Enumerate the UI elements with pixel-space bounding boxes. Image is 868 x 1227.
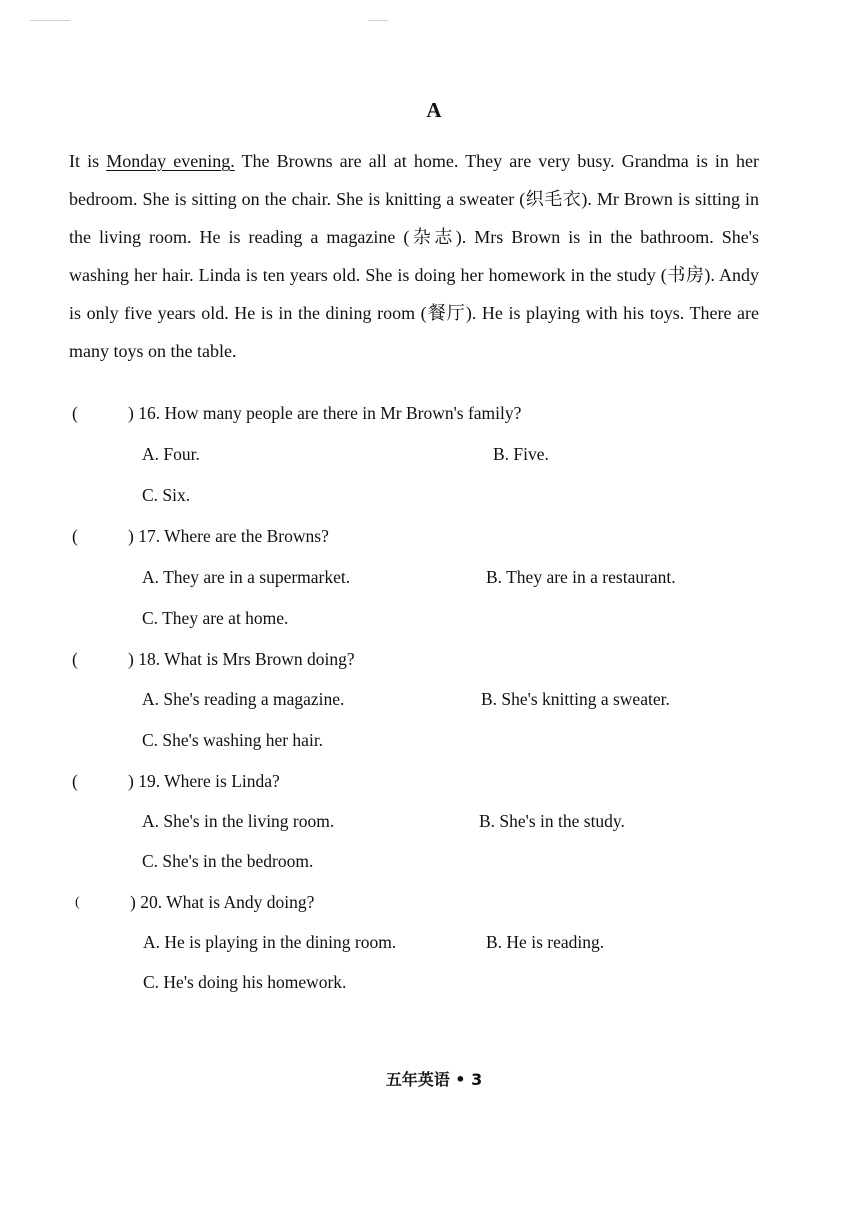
- passage-intro: It is: [69, 151, 107, 171]
- scan-artifact: [368, 20, 388, 21]
- reading-passage: [69, 142, 759, 370]
- option-a: A. He is playing in the dining room.: [143, 932, 397, 952]
- option-b: B. Five.: [493, 444, 549, 464]
- page-footer: 五年英语 • 3: [385, 1070, 483, 1089]
- passage-body: The Browns are all at home. They are very busy. Grandma is in her bedroom. She is sitting on the chair. She is knitting a sweater (织毛衣). Mr Brown is sitting in the living room. He is reading a magazine (杂志). Mrs Brown is in the bathroom. She's washing her hair. Linda is ten years old. She is doing her homework in the study (书房). Andy is only five years old. He is in the dining room (餐厅). He is playing with his toys. There are many toys on the table.: [69, 151, 759, 361]
- scan-artifact: [30, 20, 70, 21]
- question-text: ) 18. What is Mrs Brown doing?: [128, 649, 355, 669]
- question-text: ) 16. How many people are there in Mr Brown's family?: [128, 403, 522, 423]
- answer-blank-open[interactable]: (: [72, 403, 78, 423]
- option-b: B. She's in the study.: [479, 811, 625, 831]
- option-b: B. She's knitting a sweater.: [481, 689, 670, 709]
- question-text: ) 20. What is Andy doing?: [130, 892, 315, 912]
- option-b: B. He is reading.: [486, 932, 605, 952]
- answer-blank-open[interactable]: (: [72, 649, 78, 669]
- answer-blank-open[interactable]: (: [72, 526, 78, 546]
- passage-underlined-phrase: Monday evening.: [106, 151, 235, 171]
- option-c: C. He's doing his homework.: [143, 972, 347, 992]
- option-c: C. They are at home.: [142, 608, 289, 628]
- answer-blank-open[interactable]: (: [75, 895, 80, 910]
- option-b: B. They are in a restaurant.: [486, 567, 676, 587]
- option-c: C. She's washing her hair.: [142, 730, 324, 750]
- section-title: A: [426, 98, 442, 122]
- option-a: A. She's in the living room.: [142, 811, 335, 831]
- option-a: A. They are in a supermarket.: [142, 567, 351, 587]
- answer-blank-open[interactable]: (: [72, 771, 78, 791]
- option-c: C. Six.: [142, 485, 191, 505]
- option-a: A. She's reading a magazine.: [142, 689, 345, 709]
- option-c: C. She's in the bedroom.: [142, 851, 314, 871]
- option-a: A. Four.: [142, 444, 200, 464]
- question-text: ) 19. Where is Linda?: [128, 771, 280, 791]
- question-text: ) 17. Where are the Browns?: [128, 526, 329, 546]
